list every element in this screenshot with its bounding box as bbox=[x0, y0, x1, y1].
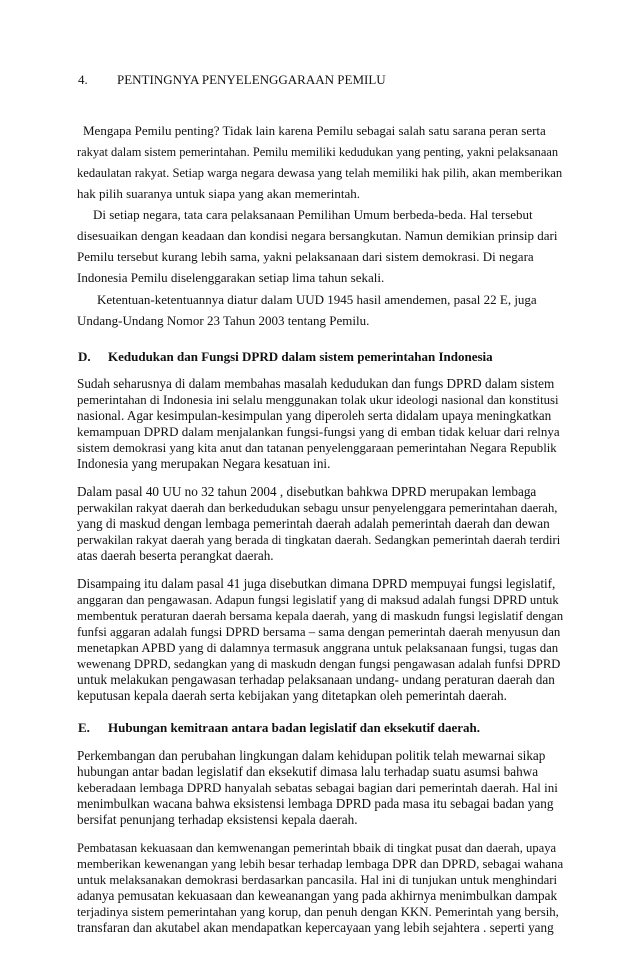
section-d-title: Kedudukan dan Fungsi DPRD dalam sistem pemerintahan Indonesia bbox=[108, 349, 493, 364]
body-line: pemerintahan di Indonesia ini selalu menggunakan tolak ukur ideologi nasional dan konstitusi bbox=[77, 393, 559, 407]
body-line: nasional. Agar kesimpulan-kesimpulan yang diperoleh serta didalam upaya meningkatkan bbox=[77, 408, 552, 423]
body-line: anggaran dan pengawasan. Adapun fungsi legislatif yang di maksud adalah fungsi DPRD untuk bbox=[77, 593, 559, 607]
body-line: perwakilan rakyat daerah dan berkedudukan sebagu unsur penyelenggara pemerintahan daerah, bbox=[77, 501, 558, 515]
body-line: disesuaikan dengan keadaan dan kondisi negara bersangkutan. Namun demikian prinsip dari bbox=[77, 228, 558, 243]
body-line: hubungan antar badan legislatif dan eksekutif dimasa lalu terhadap suatu asumsi bahwa bbox=[77, 764, 539, 779]
body-line: menimbulkan wacana bahwa eksistensi lembaga DPRD pada masa itu sebagai badan yang bbox=[77, 796, 554, 811]
body-line: Disampaing itu dalam pasal 41 juga disebutkan dimana DPRD mempuyai fungsi legislatif, bbox=[77, 576, 556, 591]
body-line: funfsi aggaran adalah fungsi DPRD bersama – sama dengan pemerintah daerah menyusun dan bbox=[77, 625, 561, 639]
body-line: Ketentuan-ketentuannya diatur dalam UUD 1945 hasil amendemen, pasal 22 E, juga bbox=[97, 292, 537, 307]
body-line: sistem demokrasi yang kita anut dan tatanan penyelenggaraan pemerintahan Negara Republik bbox=[77, 441, 557, 455]
section-4-title: PENTINGNYA PENYELENGGARAAN PEMILU bbox=[117, 72, 386, 87]
body-line: Dalam pasal 40 UU no 32 tahun 2004 , disebutkan bahkwa DPRD merupakan lembaga bbox=[77, 484, 537, 499]
body-line: untuk melaksanakan demokrasi berdasarkan pancasila. Hal ini di tunjukan untuk menghindari bbox=[77, 873, 558, 887]
body-line: hak pilih suaranya untuk siapa yang akan memerintah. bbox=[77, 186, 361, 201]
body-line: adanya pemusatan kekuasaan dan keweanangan yang pada akhirnya menimbulkan dampak bbox=[77, 888, 558, 903]
body-line: Mengapa Pemilu penting? Tidak lain karena Pemilu sebagai salah satu sarana peran serta bbox=[83, 123, 546, 138]
section-e-title: Hubungan kemitraan antara badan legislatif dan eksekutif daerah. bbox=[108, 720, 481, 735]
body-line: Indonesia yang merupakan Negara kesatuan ini. bbox=[77, 456, 331, 471]
body-line: Sudah seharusnya di dalam membahas masalah kedudukan dan fungs DPRD dalam sistem bbox=[77, 376, 555, 391]
body-line: kedaulatan rakyat. Setiap warga negara dewasa yang telah memiliki hak pilih, akan memberikan bbox=[77, 166, 563, 180]
body-line: Di setiap negara, tata cara pelaksanaan Pemilihan Umum berbeda-beda. Hal tersebut bbox=[93, 207, 533, 222]
body-line: keputusan kepala daerah serta kebijakan yang ditetapkan oleh pemerintah daerah. bbox=[77, 688, 507, 703]
section-e-number: E. bbox=[78, 720, 90, 735]
body-line: Pembatasan kekuasaan dan kemwenangan pemerintah bbaik di tingkat pusat dan daerah, upaya bbox=[77, 841, 557, 855]
body-line: transfaran dan akutabel akan mendapatkan kepercayaan yang lebih sejahtera . seperti yang bbox=[77, 920, 554, 935]
section-d-number: D. bbox=[78, 349, 91, 364]
body-line: kemampuan DPRD dalam menjalankan fungsi-fungsi yang di emban tidak keluar dari relnya bbox=[77, 424, 560, 439]
body-line: yang di maskud dengan lembaga pemerintah daerah adalah pemerintah daerah dan dewan bbox=[77, 516, 550, 531]
body-line: keberadaan lembaga DPRD hanyalah sebatas sebagai bagian dari pemerintah daerah. Hal ini bbox=[77, 780, 558, 795]
body-line: atas daerah beserta perangkat daerah. bbox=[77, 548, 274, 563]
body-line: Perkembangan dan perubahan lingkungan dalam kehidupan politik telah mewarnai sikap bbox=[77, 748, 546, 763]
body-line: bersifat penunjang terhadap eksistensi kepala daerah. bbox=[77, 812, 358, 827]
body-line: perwakilan rakyat daerah yang berada di tingkatan daerah. Sedangkan pemerintah daerah terdiri bbox=[77, 533, 561, 547]
body-line: Indonesia Pemilu diselenggarakan setiap lima tahun sekali. bbox=[77, 270, 385, 285]
body-line: untuk melakukan pengawasan terhadap pelaksanaan undang- undang peraturan daerah dan bbox=[77, 672, 555, 687]
body-line: terjadinya sistem pemerintahan yang korup, dan penuh dengan KKN. Pemerintah yang bersih, bbox=[77, 905, 559, 919]
body-line: wewenang DPRD, sedangkan yang di maskudn dengan fungsi pengawasan adalah funfsi DPRD bbox=[77, 657, 561, 671]
body-line: memberikan kewenangan yang lebih besar terhadap lembaga DPR dan DPRD, sebagai wahana bbox=[77, 857, 564, 871]
body-line: membentuk peraturan daerah bersama kepala daerah, yang di maskudn fungsi legislatif dengan bbox=[77, 609, 564, 623]
body-line: Pemilu tersebut kurang lebih sama, yakni pelaksanaan dari sistem demokrasi. Di negara bbox=[77, 249, 534, 264]
section-4-number: 4. bbox=[78, 72, 88, 87]
body-line: Undang-Undang Nomor 23 Tahun 2003 tentang Pemilu. bbox=[77, 313, 370, 328]
body-line: menetapkan APBD yang di dalamnya termasuk anggrana untuk pelaksanaan fungsi, tugas dan bbox=[77, 641, 559, 655]
body-line: rakyat dalam sistem pemerintahan. Pemilu memiliki kedudukan yang penting, yakni pelaksanaan bbox=[77, 145, 559, 159]
